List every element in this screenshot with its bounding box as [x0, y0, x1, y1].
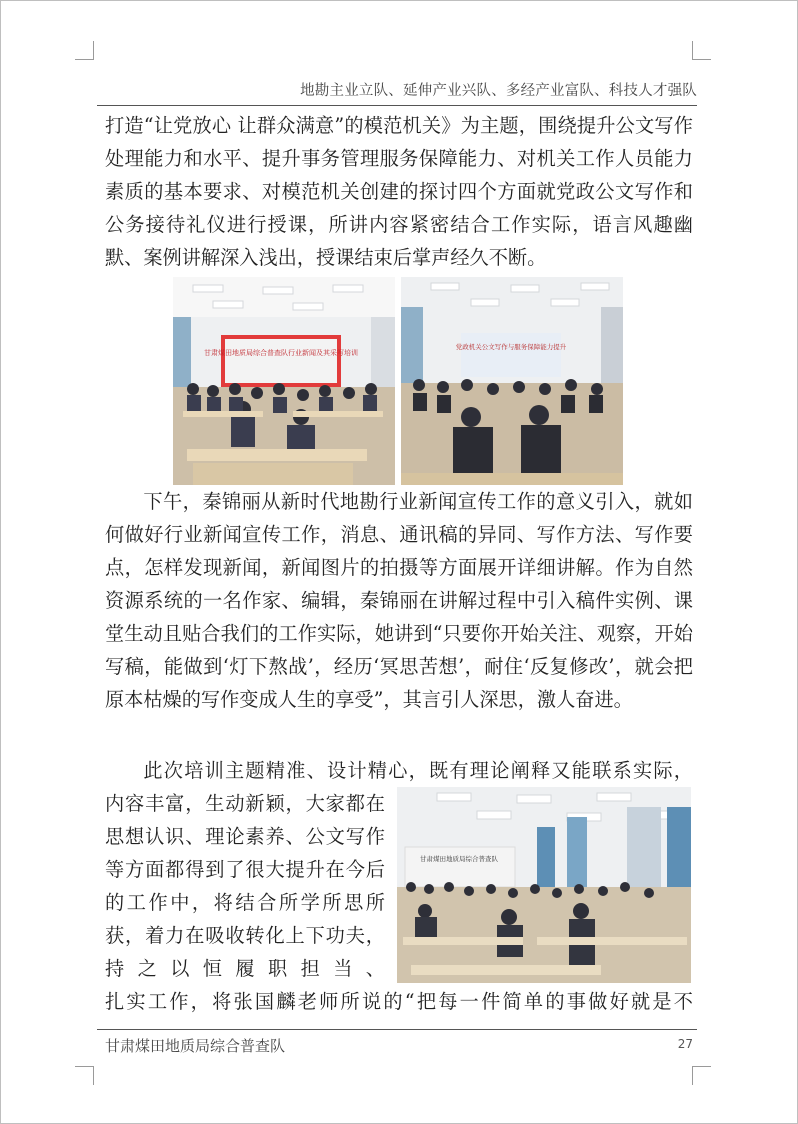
photo3-wall-text: 甘肃煤田地质局综合普查队	[420, 855, 498, 863]
header-rule	[97, 105, 697, 106]
crop-mark-top-left	[75, 41, 94, 60]
paragraph-1: 打造“让党放心 让群众满意”的模范机关》为主题，围绕提升公文写作处理能力和水平、提升事务管理服务保障能力、对机关工作人员能力素质的基本要求、对模范机关创建的探讨四个方面就党政公文写作和公务接待礼仪进行授课，所讲内容紧密结合工作实际，语言风趣幽默、案例讲解深入浅出，授课结束后掌声经久不断。	[105, 114, 693, 269]
running-header: 地勘主业立队、延伸产业兴队、多经产业富队、科技人才强队	[300, 83, 697, 99]
crop-mark-top-right	[692, 41, 711, 60]
crop-mark-bottom-left	[75, 1066, 94, 1085]
photo1-banner-text: 甘肃煤田地质局综合普查队行业新闻及其采写培训	[204, 349, 358, 357]
training-photo-right	[401, 277, 623, 485]
footer-organization: 甘肃煤田地质局综合普查队	[105, 1037, 286, 1055]
paragraph-3-wrap: 内容丰富，生动新颖，大家都在思想认识、理论素养、公文写作等方面都得到了很大提升在今后的工作中，将结合所学所思所获，着力在吸收转化上下功夫，持之以恒履职担当、	[105, 792, 385, 980]
crop-mark-bottom-right	[692, 1066, 711, 1085]
paragraph-3-line-1	[105, 754, 693, 787]
photo2-banner-text: 党政机关公文写作与服务保障能力提升	[455, 343, 567, 351]
training-photo-left	[173, 277, 395, 485]
page-number: 27	[677, 1037, 693, 1051]
footer-rule	[97, 1029, 697, 1030]
paragraph-3-last-line: 扎实工作，将张国麟老师所说的“把每一件简单的事做好就是不	[105, 990, 693, 1013]
paragraph-2: 下午，秦锦丽从新时代地勘行业新闻宣传工作的意义引入，就如何做好行业新闻宣传工作，消息、通讯稿的异同、写作方法、写作要点，怎样发现新闻，新闻图片的拍摄等方面展开详细讲解。作为自然资源系统的一名作家、编辑，秦锦丽在讲解过程中引入稿件实例、课堂生动且贴合我们的工作实际，她讲到“只要你开始关注、观察，开始写稿，能做到‘灯下熬战’，经历‘冥思苦想’，耐住‘反复修改’，就会把原本枯燥的写作变成人生的享受”，其言引人深思，激人奋进。	[105, 490, 693, 711]
training-photo-classroom	[397, 787, 691, 983]
paragraph-3-first-line: 此次培训主题精准、设计精心，既有理论阐释又能联系实际，	[143, 759, 693, 782]
